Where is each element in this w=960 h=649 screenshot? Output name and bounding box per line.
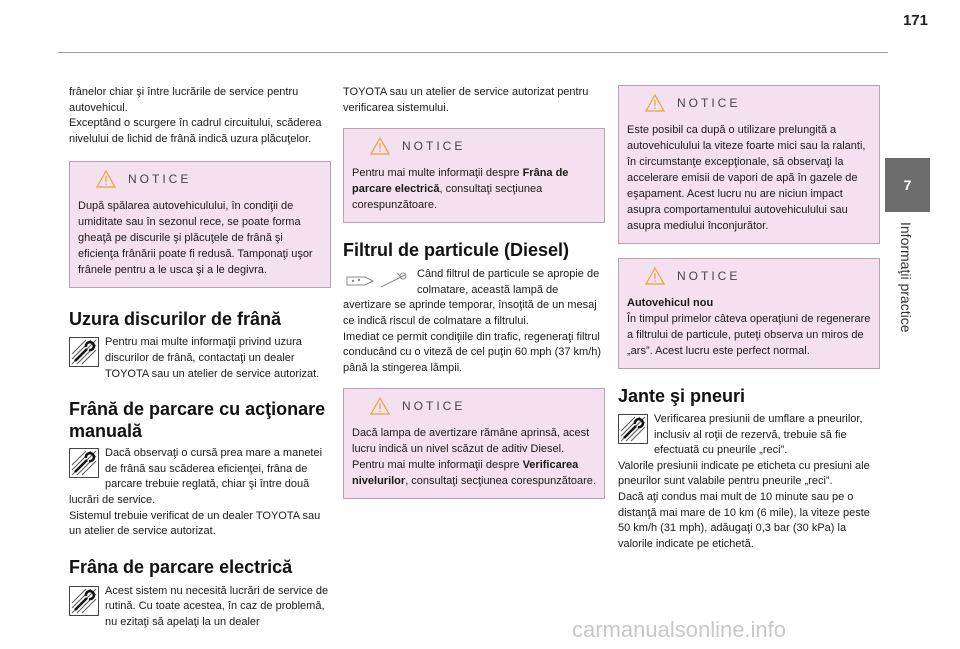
service-wrench-icon (69, 337, 99, 367)
warning-icon (96, 170, 116, 188)
column-2 (343, 85, 605, 499)
intro-paragraph: Exceptând o scurgere în cadrul circuitului, scăderea nivelului de lichid de frână indică uzura plăcuţelor. (69, 117, 322, 145)
section-text: Când filtrul de particule se apropie de colmatare, această lampă de avertizare se aprinde temporar, însoţită de un mesaj ce indică riscul de colmatare a filtrului. (343, 268, 600, 327)
section-text: Sistemul trebuie verificat de un dealer TOYOTA sau un atelier de service autorizat. (69, 509, 321, 538)
notice-text-part: , consultaţi secţiunea corespunzătoare. (352, 183, 543, 212)
notice-title: NOTICE (128, 172, 192, 187)
warning-icon (370, 137, 390, 155)
service-wrench-icon (618, 414, 648, 444)
section-body (69, 446, 331, 540)
section-text: Pentru mai multe informaţii privind uzura discurilor de frână, contactaţi un dealer TOYOTA sau un atelier de service autorizat. (105, 336, 320, 380)
notice-text: După spălarea autovehiculului, în condiţii de umiditate sau în sezonul rece, se poate forma gheaţă pe discurile şi plăcuţele de frână şi eficienţa frânării poate fi redusă. Tamponaţi uşor frânele pentru a le usca şi a le degivra. (78, 200, 313, 277)
notice-bold-label: Autovehicul nou (627, 297, 714, 309)
column-3 (618, 85, 880, 552)
page-number: 171 (902, 12, 928, 29)
warning-icon (645, 267, 665, 285)
notice-text (352, 457, 596, 489)
header-divider (58, 52, 888, 53)
chapter-tab[interactable]: 7 (885, 158, 930, 212)
column-1 (69, 85, 331, 631)
notice-title: NOTICE (677, 269, 741, 283)
notice-header (352, 397, 596, 415)
section-heading: Filtrul de particule (Diesel) (343, 240, 570, 261)
warning-icon (370, 397, 390, 415)
notice-box (343, 128, 605, 223)
chapter-title (880, 218, 930, 388)
section-heading: Frână de parcare cu acţionare manuală (69, 399, 326, 442)
particle-filter-warning-icon (343, 269, 411, 293)
service-wrench-icon (69, 586, 99, 616)
section-body (69, 584, 331, 631)
chapter-title-text: Informaţii practice (898, 222, 914, 333)
notice-text-part: Pentru mai multe informaţii despre (352, 167, 523, 180)
notice-box (618, 85, 880, 244)
section-heading: Uzura discurilor de frână (69, 309, 282, 330)
section-body (343, 267, 605, 376)
notice-title: NOTICE (402, 139, 466, 154)
notice-reference: Frâna de parcare electrică (352, 167, 569, 196)
notice-header (627, 94, 871, 112)
section-text: Dacă observaţi o cursă prea mare a manetei de frână sau scăderea eficienţei, frâna de parcare trebuie reglată, chiar şi între două lucrări de service. (69, 447, 323, 506)
section-heading: Frâna de parcare electrică (69, 556, 293, 577)
notice-box (343, 388, 605, 499)
section-text: Acest sistem nu necesită lucrări de service de rutină. Cu toate acestea, în caz de problemă, nu ezitaţi să apelaţi la un dealer (105, 584, 329, 628)
notice-text (352, 165, 596, 213)
notice-box (69, 161, 331, 288)
notice-text-part: Pentru mai multe informaţii despre (352, 459, 523, 472)
notice-header (627, 267, 871, 285)
notice-title: NOTICE (677, 96, 741, 110)
notice-text: În timpul primelor câteva operaţiuni de regenerare a filtrului de particule, puteţi observa un miros de „ars”. Acest lucru este perfect normal. (627, 313, 871, 357)
notice-text: Dacă lampa de avertizare rămâne aprinsă, acest lucru indică un nivel scăzut de aditiv Diesel. (352, 427, 590, 456)
section-text: Dacă aţi condus mai mult de 10 minute sau pe o distanţă mai mare de 10 km (6 mile), la viteze peste 50 km/h (31 mph), adăugaţi 0,3 bar (30 kPa) la valorile indicate pe etichetă. (618, 490, 870, 550)
notice-text-part: , consultaţi secţiunea corespunzătoare. (405, 475, 596, 488)
intro-paragraph: TOYOTA sau un atelier de service autorizat pentru verificarea sistemului. (343, 86, 589, 114)
notice-header (352, 137, 596, 155)
section-text: Valorile presiunii indicate pe eticheta cu presiuni ale pneurilor sunt valabile pentru pneurile „reci”. (618, 459, 870, 488)
section-body (69, 335, 331, 382)
notice-title: NOTICE (402, 399, 466, 414)
warning-icon (645, 94, 665, 112)
section-text: Imediat ce permit condiţiile din trafic, regeneraţi filtrul conducând cu o viteză de cel puţin 60 mph (37 km/h) până la stingerea lămpii. (343, 330, 602, 374)
notice-box (618, 258, 880, 369)
notice-reference: Verificarea nivelurilor (352, 459, 579, 488)
section-heading: Jante şi pneuri (618, 386, 746, 406)
section-body (618, 412, 880, 552)
watermark: carmanualsonline.info (572, 617, 787, 642)
notice-text: Este posibil ca după o utilizare prelungită a autovehiculului la viteze foarte mici sau la ralanti, în circumstanţe excepţionale, să observaţi la accelerare emisii de vapori de apă în gazele de eşapament. Acest lucru nu are niciun impact asupra comportamentului autovehiculului sau asupra mediului înconjurător. (627, 124, 866, 232)
intro-paragraph: frânelor chiar şi între lucrările de service pentru autovehicul. (69, 86, 299, 114)
section-text: Verificarea presiunii de umflare a pneurilor, inclusiv al roţii de rezervă, trebuie să fie efectuată cu pneurile „reci”. (654, 413, 863, 457)
notice-header (78, 170, 322, 188)
service-wrench-icon (69, 448, 99, 478)
notice-subtitle (627, 295, 871, 311)
